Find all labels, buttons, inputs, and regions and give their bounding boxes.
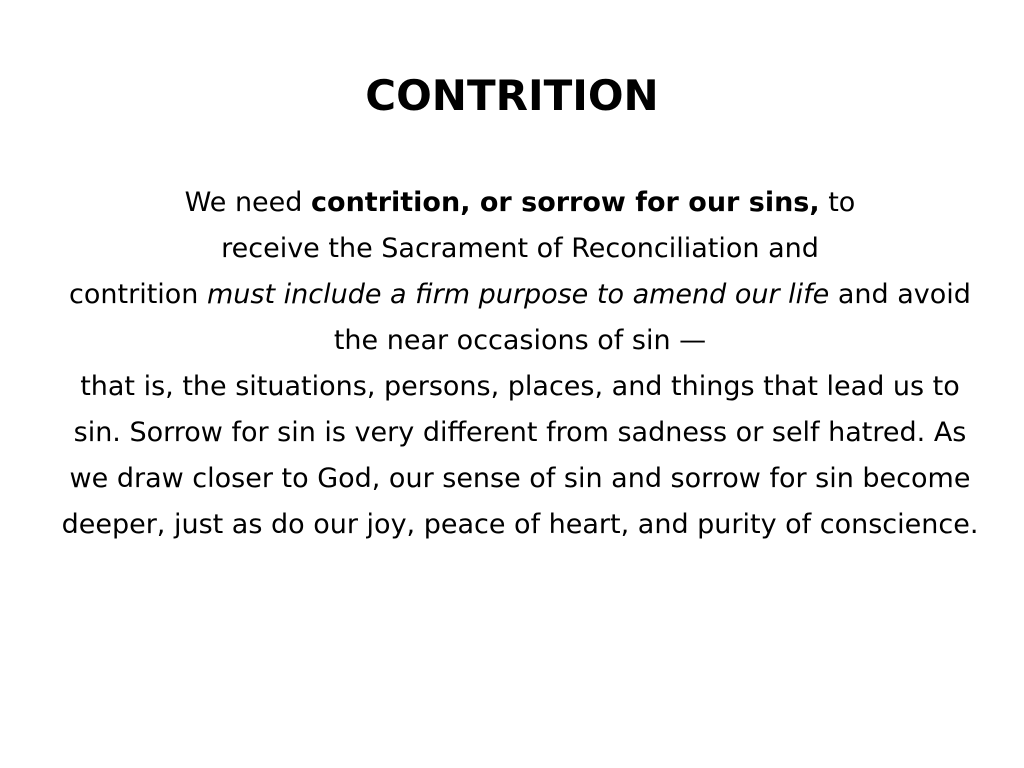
- paragraph2-prefix: contrition: [69, 279, 207, 310]
- paragraph2-suffix: and avoid the near occasions of sin —: [333, 279, 971, 356]
- slide-title: CONTRITION: [365, 71, 659, 120]
- paragraph-reconciliation: [60, 226, 980, 364]
- paragraph2-italic-phrase: must include a firm purpose to amend our life: [207, 279, 830, 310]
- paragraph1-prefix: We need: [184, 187, 312, 218]
- paragraph-need-contrition: [60, 180, 980, 226]
- paragraph-sorrow-for-sin: that is, the situations, persons, places, and things that lead us to sin. Sorrow for sin is very different from sadness or self hatred. As we draw closer to God, our sense of sin and sorrow for sin become deeper, just as do our joy, peace of heart, and purity of conscience.: [61, 371, 979, 540]
- paragraph2-line1: receive the Sacrament of Reconciliation and: [221, 233, 819, 264]
- paragraph1-suffix: to: [819, 187, 856, 218]
- paragraph1-bold-phrase: contrition, or sorrow for our sins,: [311, 187, 820, 218]
- slide-body: [60, 180, 980, 548]
